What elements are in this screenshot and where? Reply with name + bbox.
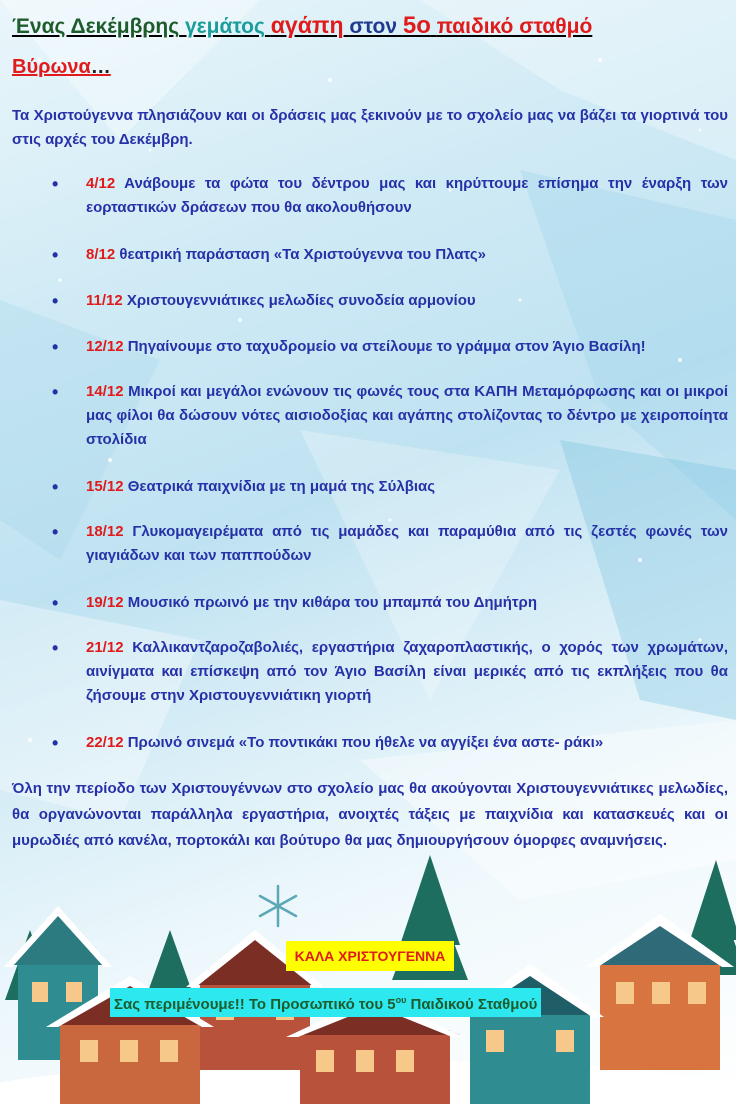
- bullet-icon: •: [52, 291, 59, 311]
- bullet-icon: •: [52, 382, 59, 402]
- list-item: [52, 335, 728, 359]
- event-text: Χριστουγεννιάτικες μελωδίες συνοδεία αρμονίου: [126, 292, 476, 309]
- title-part: Ένας Δεκέμβρης: [12, 15, 180, 38]
- list-item: [52, 591, 728, 615]
- event-text: θεατρική παράσταση «Τα Χριστούγεννα του Πλατς»: [119, 246, 486, 263]
- list-item: [52, 289, 728, 313]
- title-part: παιδικό σταθμό: [436, 15, 593, 38]
- title-part: γεμάτος: [184, 15, 265, 38]
- event-date: 11/12: [86, 292, 123, 309]
- event-text: Θεατρικά παιχνίδια με τη μαμά της Σύλβιας: [127, 478, 436, 495]
- house-icon: [456, 964, 604, 1104]
- title-part: στον: [349, 15, 398, 38]
- signature-text-end: Παιδικού Σταθμού: [406, 996, 538, 1013]
- page-subtitle: [12, 56, 111, 79]
- event-date: 21/12: [86, 639, 124, 656]
- list-item: [52, 731, 728, 755]
- event-date: 15/12: [86, 478, 124, 495]
- title-part: αγάπη: [270, 12, 344, 38]
- event-text: Πηγαίνουμε στο ταχυδρομείο να στείλουμε το γράμμα στον Άγιο Βασίλη!: [127, 338, 646, 355]
- event-date: 4/12: [86, 175, 116, 192]
- bullet-icon: •: [52, 337, 59, 357]
- event-date: 14/12: [86, 383, 124, 400]
- closing-paragraph: Όλη την περίοδο των Χριστουγέννων στο σχολείο μας θα ακούγονται Χριστουγεννιάτικες μελωδίες, θα οργανώνονται παράλληλα εργαστήρια, ανοιχτές τάξεις με παιχνίδια και κατασκευές και οι μυρωδιές από κανέλα, πορτοκάλι και βούτυρο θα μας δημιουργήσουν όμορφες αναμνήσεις.: [12, 780, 728, 849]
- bullet-icon: •: [52, 245, 59, 265]
- event-text: Πρωινό σινεμά «Το ποντικάκι που ήθελε να αγγίξει ένα αστε- ράκι»: [127, 734, 604, 751]
- event-date: 18/12: [86, 523, 124, 540]
- list-item: [52, 172, 728, 220]
- event-date: 8/12: [86, 246, 116, 263]
- village-illustration: [0, 850, 736, 1104]
- event-date: 12/12: [86, 338, 124, 355]
- list-item: [52, 520, 728, 568]
- list-item: [52, 636, 728, 708]
- snowflake-icon: [260, 886, 296, 926]
- event-text: Ανάβουμε τα φώτα του δέντρου μας και κηρύττουμε επίσημα την έναρξη των εορταστικών δράσεων που θα ακολουθήσουν: [86, 175, 728, 216]
- signature-text: Σας περιμένουμε!! Το Προσωπικό του 5: [114, 996, 396, 1013]
- subtitle-dots: …: [90, 56, 111, 78]
- event-text: Μικροί και μεγάλοι ενώνουν τις φωνές τους στα ΚΑΠΗ Μεταμόρφωσης και οι μικροί μας φίλοι θα δώσουν νότες αισιοδοξίας και αγάπης στολίζοντας το δέντρο με χειροποίητα στολίδια: [86, 383, 728, 448]
- event-text: Καλλικαντζαροζαβολιές, εργαστήρια ζαχαροπλαστικής, ο χορός των χρωμάτων, αινίγματα και επίσκεψη από τον Άγιο Βασίλη είναι μερικές από τις εκπλήξεις που θα ζήσουμε στην Χριστουγεννιάτικη γιορτή: [86, 639, 728, 704]
- event-text: Μουσικό πρωινό με την κιθάρα του μπαμπά του Δημήτρη: [127, 594, 538, 611]
- staff-signature: [110, 988, 541, 1017]
- intro-paragraph: Τα Χριστούγεννα πλησιάζουν και οι δράσεις μας ξεκινούν με το σχολείο μας να βάζει τα γιορτινά του στις αρχές του Δεκέμβρη.: [12, 107, 728, 148]
- bullet-icon: •: [52, 477, 59, 497]
- list-item: [52, 380, 728, 452]
- event-date: 22/12: [86, 734, 124, 751]
- bullet-icon: •: [52, 593, 59, 613]
- bullet-icon: •: [52, 174, 59, 194]
- signature-superscript: ου: [395, 995, 407, 1005]
- bullet-icon: •: [52, 522, 59, 542]
- list-item: [52, 243, 728, 267]
- title-part: 5ο: [402, 12, 431, 39]
- list-item: [52, 475, 728, 499]
- page-title: [12, 12, 592, 40]
- event-text: Γλυκομαγειρέματα από τις μαμάδες και παραμύθια από τις ζεστές φωνές των γιαγιάδων και των παππούδων: [86, 523, 728, 564]
- bullet-icon: •: [52, 638, 59, 658]
- event-date: 19/12: [86, 594, 124, 611]
- subtitle-text: Βύρωνα: [12, 56, 91, 78]
- merry-christmas-banner: ΚΑΛΑ ΧΡΙΣΤΟΥΓΕΝΝΑ: [286, 941, 454, 971]
- bullet-icon: •: [52, 733, 59, 753]
